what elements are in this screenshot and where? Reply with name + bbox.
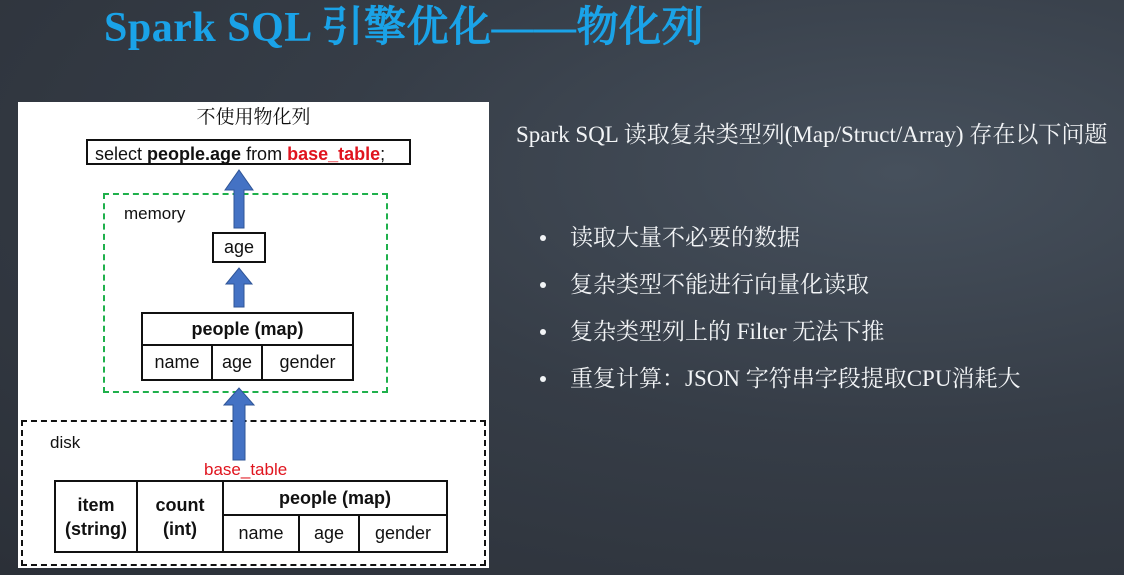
list-item: [540, 363, 1020, 410]
disk-cell-name: name: [223, 515, 299, 552]
bullet-icon: [540, 282, 546, 288]
disk-group-header: people (map): [223, 481, 447, 515]
issue-text: 复杂类型不能进行向量化读取: [570, 272, 869, 297]
query-suffix: ;: [380, 144, 386, 164]
query-table-name: base_table: [287, 144, 381, 164]
issue-text: 复杂类型列上的 Filter 无法下推: [570, 319, 885, 344]
list-item: [540, 222, 1020, 269]
memory-cell-name: name: [142, 345, 212, 380]
arrow-age-to-query: [225, 170, 253, 228]
query-mid: from: [241, 144, 288, 164]
text-panel: [516, 112, 1116, 391]
memory-cell-gender: gender: [262, 345, 353, 380]
issue-text: 重复计算：JSON 字符串字段提取CPU消耗大: [570, 366, 1021, 391]
query-prefix: select: [95, 144, 148, 164]
intro-paragraph: Spark SQL 读取复杂类型列(Map/Struct/Array) 存在以下问题: [516, 122, 1108, 147]
issue-text: 读取大量不必要的数据: [570, 225, 800, 250]
bullet-icon: [540, 376, 546, 382]
bullet-icon: [540, 235, 546, 241]
query-column: people.age: [147, 144, 242, 164]
memory-label: memory: [124, 204, 186, 223]
disk-label: disk: [50, 433, 81, 452]
age-box: age: [212, 232, 266, 263]
arrow-table-to-age: [226, 268, 252, 307]
disk-table-name: base_table: [204, 460, 288, 479]
bullet-icon: [540, 329, 546, 335]
slide-title: Spark SQL 引擎优化——物化列: [104, 5, 704, 51]
disk-cell-gender: gender: [359, 515, 447, 552]
disk-col-item: item (string): [55, 481, 137, 552]
diagram-panel: [18, 102, 489, 568]
disk-col-count: count (int): [137, 481, 223, 552]
disk-cell-age: age: [299, 515, 359, 552]
flow-arrows: [18, 102, 489, 568]
diagram-heading: 不使用物化列: [196, 107, 311, 128]
arrow-disk-to-memory: [224, 388, 254, 460]
issue-list: [540, 222, 1020, 410]
list-item: [540, 316, 1020, 363]
memory-cell-age: age: [212, 345, 262, 380]
memory-table-header: people (map): [142, 313, 353, 345]
list-item: [540, 269, 1020, 316]
